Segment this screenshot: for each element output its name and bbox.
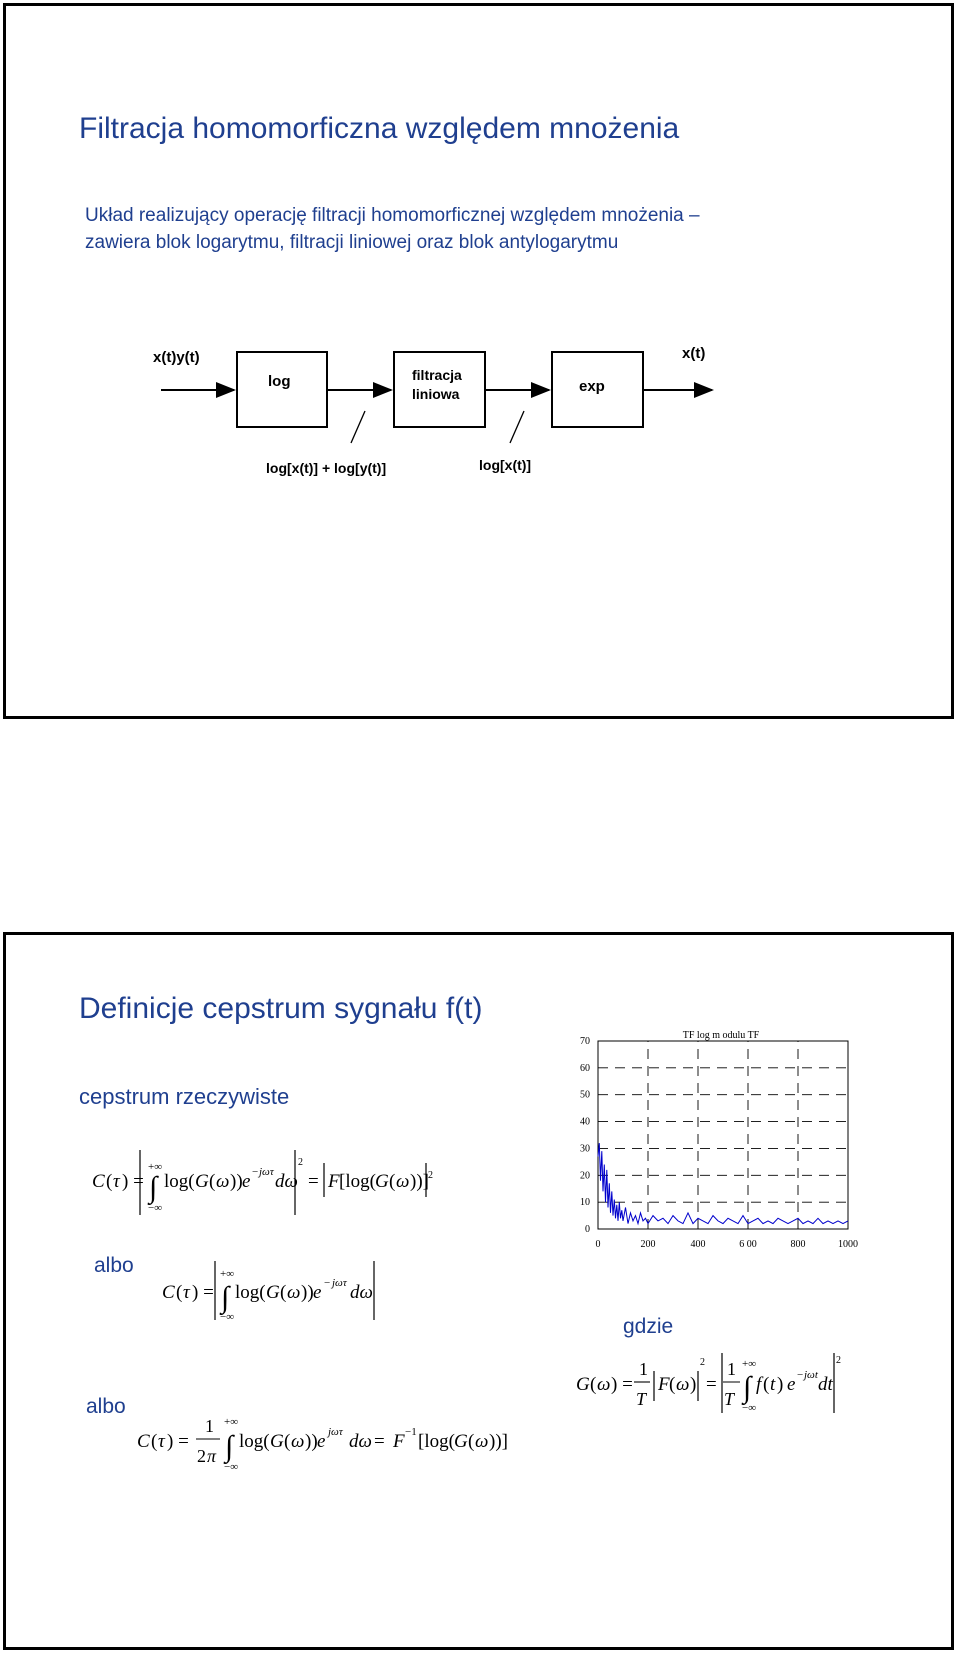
slide-2 bbox=[3, 932, 954, 1650]
slide-2-graphics bbox=[6, 935, 951, 1647]
gdzie-label: gdzie bbox=[623, 1315, 674, 1338]
svg-text:−: − bbox=[797, 1369, 804, 1381]
svg-text:=: = bbox=[308, 1171, 319, 1192]
tf-log-modulus-chart bbox=[580, 1030, 858, 1250]
input-label: x(t)y(t) bbox=[153, 349, 200, 366]
note-log-sum: log[x(t)] + log[y(t)] bbox=[266, 460, 387, 476]
cepstrum-subtitle: cepstrum rzeczywiste bbox=[79, 1084, 290, 1109]
svg-text:)): )) bbox=[301, 1282, 314, 1303]
svg-text:2: 2 bbox=[298, 1157, 303, 1168]
svg-text:[log(: [log( bbox=[418, 1431, 455, 1452]
svg-text:T: T bbox=[636, 1389, 647, 1409]
exp-block-label: exp bbox=[579, 378, 605, 395]
svg-text:) =: ) = bbox=[167, 1431, 189, 1452]
svg-text:C: C bbox=[137, 1431, 150, 1452]
svg-text:+∞: +∞ bbox=[742, 1358, 757, 1370]
svg-text:)): )) bbox=[305, 1431, 318, 1452]
svg-text:+∞: +∞ bbox=[148, 1161, 163, 1173]
svg-text:dω: dω bbox=[275, 1171, 298, 1192]
albo-2: albo bbox=[86, 1395, 126, 1418]
chart-y-ticks bbox=[580, 1036, 590, 1235]
svg-text:(: ( bbox=[151, 1431, 158, 1452]
chart-x-tick-label: 0 bbox=[595, 1239, 601, 1250]
svg-text:dω: dω bbox=[350, 1282, 373, 1303]
svg-text:1: 1 bbox=[727, 1359, 736, 1379]
svg-text:G: G bbox=[270, 1431, 284, 1452]
chart-x-tick-label: 1000 bbox=[838, 1239, 858, 1250]
svg-text:[log(: [log( bbox=[339, 1171, 376, 1192]
svg-text:(: ( bbox=[669, 1374, 676, 1395]
log-block-label: log bbox=[268, 373, 291, 390]
svg-text:C: C bbox=[92, 1171, 105, 1192]
svg-text:t: t bbox=[770, 1374, 776, 1395]
svg-text:τ: τ bbox=[113, 1171, 120, 1192]
svg-text:−1: −1 bbox=[405, 1426, 417, 1438]
svg-text:ω: ω bbox=[396, 1171, 410, 1192]
svg-text:−∞: −∞ bbox=[220, 1311, 235, 1323]
svg-text:log(: log( bbox=[239, 1431, 270, 1452]
svg-text:(: ( bbox=[176, 1282, 183, 1303]
svg-text:(: ( bbox=[209, 1171, 216, 1192]
formula-cepstrum-alt bbox=[162, 1261, 374, 1323]
svg-text:−∞: −∞ bbox=[148, 1202, 163, 1214]
slide-1 bbox=[3, 3, 954, 719]
svg-text:): ) bbox=[690, 1374, 697, 1395]
svg-text:e: e bbox=[313, 1282, 322, 1303]
svg-text:−∞: −∞ bbox=[742, 1402, 757, 1414]
svg-text:T: T bbox=[724, 1389, 735, 1409]
svg-text:2: 2 bbox=[428, 1170, 433, 1181]
linear-filter-label-line2: liniowa bbox=[412, 386, 460, 402]
svg-text:−: − bbox=[252, 1166, 259, 1178]
chart-x-ticks bbox=[596, 1239, 859, 1250]
svg-text:e: e bbox=[787, 1374, 796, 1395]
svg-text:(: ( bbox=[590, 1374, 597, 1395]
svg-text:=: = bbox=[706, 1374, 717, 1395]
formula-complex-cepstrum bbox=[137, 1416, 508, 1473]
svg-text:G: G bbox=[454, 1431, 468, 1452]
svg-text:ω: ω bbox=[287, 1282, 301, 1303]
chart-x-tick-label: 800 bbox=[790, 1239, 806, 1250]
chart-x-tick-label: 400 bbox=[690, 1239, 706, 1250]
svg-text:) =: ) = bbox=[122, 1171, 144, 1192]
chart-y-tick-label: 50 bbox=[580, 1089, 590, 1101]
svg-text:∫: ∫ bbox=[743, 1371, 752, 1404]
svg-text:τ: τ bbox=[183, 1282, 190, 1303]
svg-text:))]: ))] bbox=[489, 1431, 508, 1452]
svg-text:1: 1 bbox=[205, 1416, 214, 1436]
svg-text:F: F bbox=[658, 1374, 670, 1395]
svg-text:) =: ) = bbox=[611, 1374, 633, 1395]
svg-text:−: − bbox=[324, 1277, 331, 1289]
chart-x-tick-label: 6 00 bbox=[739, 1239, 757, 1250]
svg-text:) =: ) = bbox=[192, 1282, 214, 1303]
svg-text:ω: ω bbox=[216, 1171, 230, 1192]
svg-text:jωt: jωt bbox=[804, 1369, 818, 1381]
slide-2-title: Definicje cepstrum sygnału f(t) bbox=[79, 992, 483, 1025]
svg-text:(: ( bbox=[763, 1374, 770, 1395]
albo-1: albo bbox=[94, 1254, 134, 1277]
svg-text:π: π bbox=[207, 1446, 217, 1466]
linear-filter-label-line1: filtracja bbox=[412, 367, 462, 383]
output-label: x(t) bbox=[682, 345, 706, 362]
chart-y-tick-label: 0 bbox=[585, 1224, 590, 1235]
svg-text:G: G bbox=[195, 1171, 209, 1192]
svg-text:e: e bbox=[317, 1431, 326, 1452]
svg-text:∫: ∫ bbox=[149, 1171, 158, 1204]
chart-title: TF log m odulu TF bbox=[682, 1030, 760, 1041]
svg-text:+∞: +∞ bbox=[224, 1416, 239, 1428]
homomorphic-filter-diagram bbox=[6, 6, 951, 716]
svg-text:): ) bbox=[777, 1374, 784, 1395]
svg-text:C: C bbox=[162, 1282, 175, 1303]
svg-text:ω: ω bbox=[597, 1374, 611, 1395]
svg-text:)): )) bbox=[230, 1171, 243, 1192]
svg-text:(: ( bbox=[106, 1171, 113, 1192]
chart-y-tick-label: 10 bbox=[580, 1197, 590, 1209]
svg-text:2: 2 bbox=[836, 1355, 841, 1366]
svg-text:τ: τ bbox=[158, 1431, 165, 1452]
paragraph-line-1: Układ realizujący operację filtracji homomorficznej względem mnożenia – bbox=[85, 205, 700, 226]
svg-text:−∞: −∞ bbox=[224, 1461, 239, 1473]
chart-y-tick-label: 70 bbox=[580, 1036, 590, 1047]
svg-text:ω: ω bbox=[291, 1431, 305, 1452]
svg-text:ω: ω bbox=[475, 1431, 489, 1452]
svg-text:jωτ: jωτ bbox=[332, 1277, 347, 1289]
svg-text:(: ( bbox=[468, 1431, 475, 1452]
formula-real-cepstrum bbox=[92, 1150, 433, 1215]
svg-text:log(: log( bbox=[164, 1171, 195, 1192]
svg-text:f: f bbox=[756, 1374, 762, 1395]
svg-text:e: e bbox=[242, 1171, 251, 1192]
svg-text:∫: ∫ bbox=[221, 1281, 230, 1314]
chart-y-tick-label: 30 bbox=[580, 1143, 590, 1155]
svg-text:))]: ))] bbox=[410, 1171, 429, 1192]
svg-text:(: ( bbox=[284, 1431, 291, 1452]
svg-text:G: G bbox=[576, 1374, 590, 1395]
svg-text:2: 2 bbox=[197, 1446, 206, 1466]
svg-text:G: G bbox=[375, 1171, 389, 1192]
svg-text:jωτ: jωτ bbox=[259, 1166, 274, 1178]
svg-text:(: ( bbox=[389, 1171, 396, 1192]
note-log-x: log[x(t)] bbox=[479, 457, 532, 473]
svg-text:(: ( bbox=[280, 1282, 287, 1303]
chart-y-tick-label: 60 bbox=[580, 1062, 590, 1074]
svg-text:F: F bbox=[328, 1171, 340, 1192]
svg-text:2: 2 bbox=[700, 1357, 705, 1368]
chart-y-tick-label: 40 bbox=[580, 1116, 590, 1128]
chart-y-tick-label: 20 bbox=[580, 1170, 590, 1182]
slide-1-title: Filtracja homomorficzna względem mnożenia bbox=[79, 112, 680, 145]
note-2-leader bbox=[510, 411, 524, 443]
svg-text:+∞: +∞ bbox=[220, 1268, 235, 1280]
svg-text:ω: ω bbox=[676, 1374, 690, 1395]
chart-frame bbox=[598, 1041, 848, 1229]
svg-text:G: G bbox=[266, 1282, 280, 1303]
chart-x-tick-label: 200 bbox=[640, 1239, 656, 1250]
svg-text:dω: dω bbox=[349, 1431, 372, 1452]
svg-text:=: = bbox=[374, 1431, 385, 1452]
svg-text:jωτ: jωτ bbox=[328, 1426, 343, 1438]
svg-text:∫: ∫ bbox=[225, 1430, 234, 1463]
paragraph-line-2: zawiera blok logarytmu, filtracji liniowej oraz blok antylogarytmu bbox=[85, 232, 619, 253]
formula-spectrum-definition bbox=[576, 1353, 841, 1414]
svg-text:log(: log( bbox=[235, 1282, 266, 1303]
svg-text:dt: dt bbox=[818, 1374, 833, 1395]
svg-text:1: 1 bbox=[639, 1359, 648, 1379]
note-1-leader bbox=[351, 411, 365, 443]
svg-text:F: F bbox=[393, 1431, 405, 1452]
